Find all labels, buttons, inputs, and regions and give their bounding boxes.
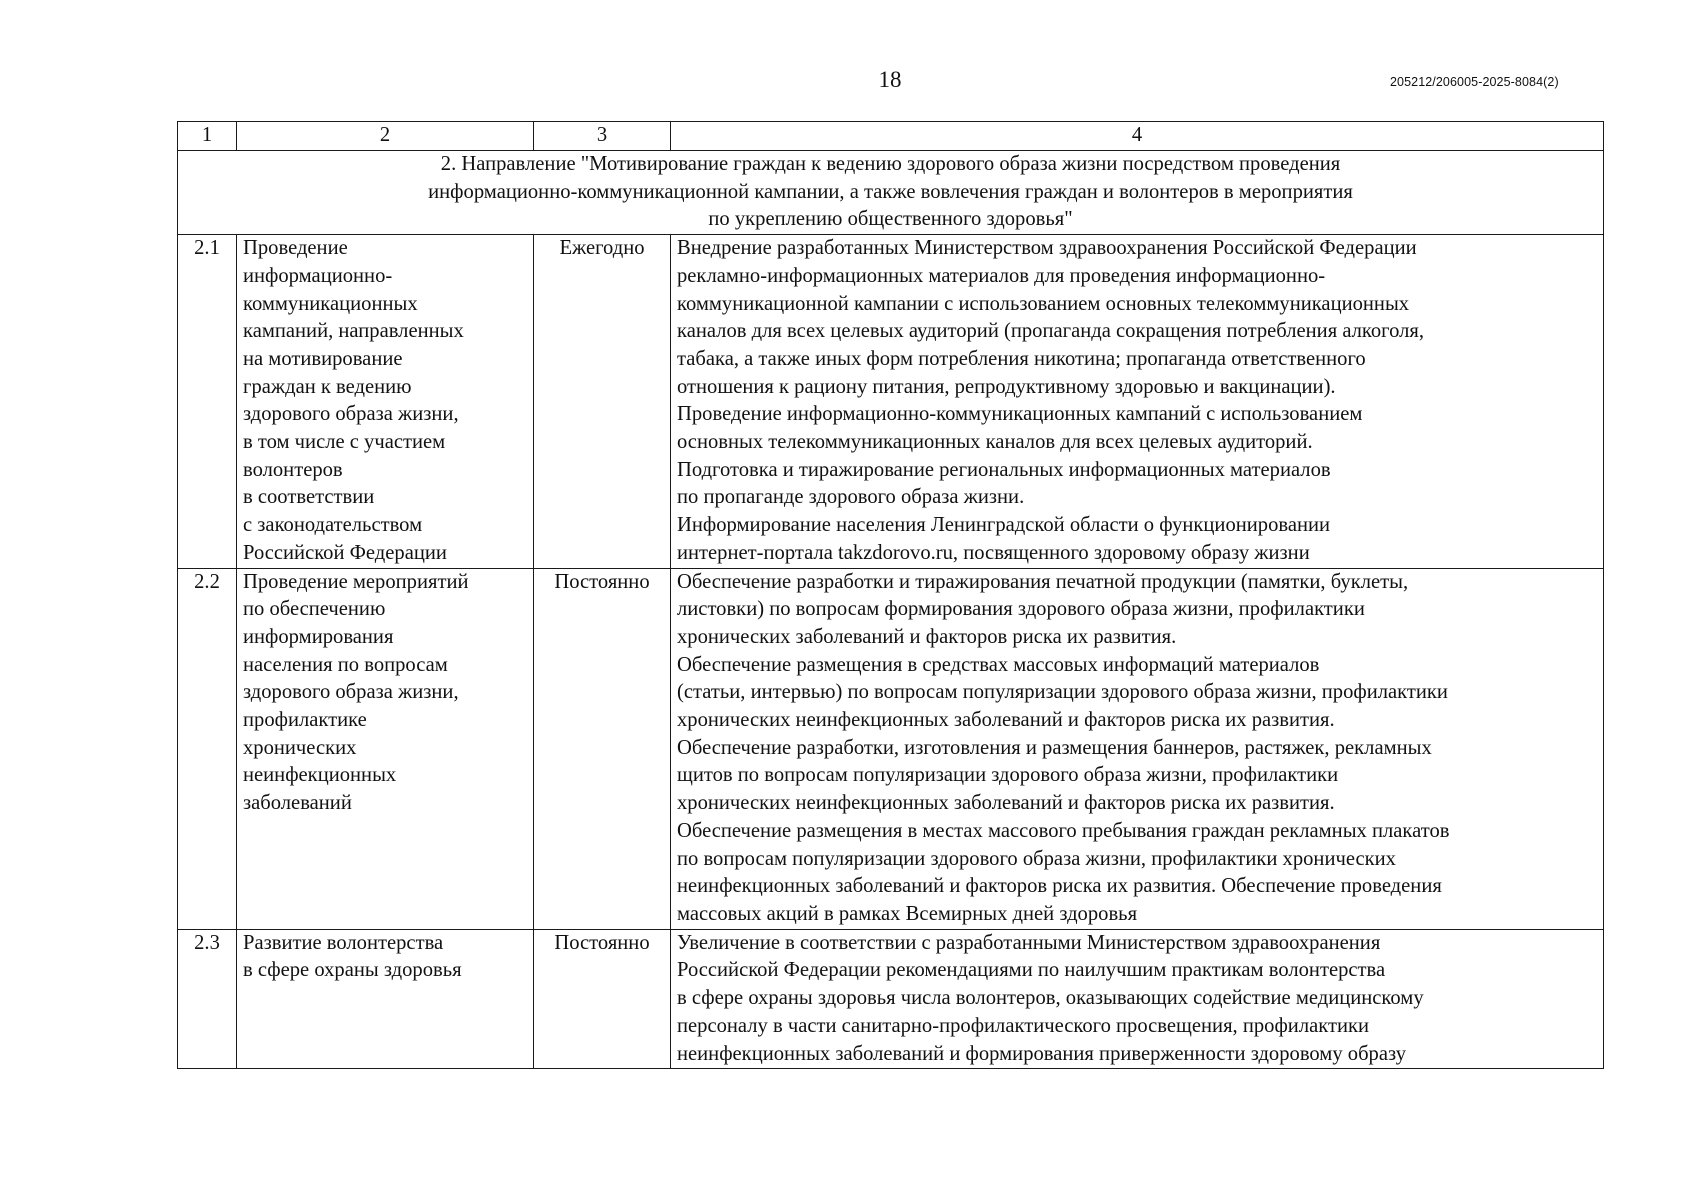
text-line: щитов по вопросам популяризации здорового образа жизни, профилактики (677, 764, 1339, 787)
text-line: в том числе с участием (243, 431, 446, 454)
measure-frequency: Постоянно (534, 929, 671, 1069)
text-line: коммуникационной кампании с использованием основных телекоммуникационных (677, 292, 1410, 315)
text-line: здорового образа жизни, (243, 403, 459, 426)
text-line: информационно- (243, 264, 393, 287)
text-line: табака, а также иных форм потребления никотина; пропаганда ответственного (677, 347, 1366, 370)
text-line: в сфере охраны здоровья числа волонтеров, оказывающих содействие медицинскому (677, 987, 1424, 1010)
text-line: (статьи, интервью) по вопросам популяризации здорового образа жизни, профилактики (677, 681, 1448, 704)
page-number: 18 (878, 67, 902, 92)
text-line: Обеспечение разработки и тиражирования печатной продукции (памятки, буклеты, (677, 570, 1409, 593)
text-line: Проведение (243, 237, 348, 260)
table-row (178, 568, 1604, 929)
column-header-1: 1 (178, 122, 237, 151)
text-line: по вопросам популяризации здорового образа жизни, профилактики хронических (677, 847, 1396, 870)
section-title-line: по укреплению общественного здоровья" (708, 208, 1073, 231)
text-line: хронических неинфекционных заболеваний и факторов риска их развития. (677, 709, 1335, 732)
text-line: по пропаганде здорового образа жизни. (677, 486, 1025, 509)
measure-description (671, 929, 1604, 1069)
text-line: Обеспечение размещения в средствах массовых информаций материалов (677, 653, 1320, 676)
column-header-4: 4 (671, 122, 1604, 151)
section-title-line: 2. Направление "Мотивирование граждан к ведению здорового образа жизни посредством проведения (440, 153, 1341, 175)
text-line: рекламно-информационных материалов для проведения информационно- (677, 264, 1326, 287)
text-line: заболеваний (243, 792, 352, 815)
text-line: коммуникационных (243, 292, 418, 315)
measure-description (671, 235, 1604, 568)
text-line: интернет-портала takzdorovo.ru, посвященного здоровому образу жизни (677, 541, 1310, 564)
text-line: Обеспечение разработки, изготовления и размещения баннеров, растяжек, рекламных (677, 736, 1432, 759)
text-line: населения по вопросам (243, 653, 448, 676)
measure-name (237, 235, 534, 568)
text-line: массовых акций в рамках Всемирных дней здоровья (677, 902, 1138, 925)
row-number: 2.2 (178, 568, 237, 929)
measure-frequency: Постоянно (534, 568, 671, 929)
text-line: здорового образа жизни, (243, 681, 459, 704)
column-header-row (178, 122, 1604, 151)
text-line: Внедрение разработанных Министерством здравоохранения Российской Федерации (677, 237, 1417, 260)
text-line: в сфере охраны здоровья (243, 959, 462, 982)
text-line: Российской Федерации (243, 541, 447, 564)
row-number: 2.1 (178, 235, 237, 568)
table-row (178, 929, 1604, 1069)
section-title-line: информационно-коммуникационной кампании, а также вовлечения граждан и волонтеров в мероприятия (428, 180, 1353, 203)
text-line: неинфекционных заболеваний и формирования приверженности здоровому образу (677, 1042, 1406, 1065)
text-line: волонтеров (243, 458, 343, 481)
measure-name (237, 929, 534, 1069)
text-line: листовки) по вопросам формирования здорового образа жизни, профилактики (677, 598, 1365, 621)
text-line: Проведение информационно-коммуникационных кампаний с использованием (677, 403, 1363, 426)
text-line: персоналу в части санитарно-профилактического просвещения, профилактики (677, 1014, 1370, 1037)
text-line: граждан к ведению (243, 375, 412, 398)
text-line: Проведение мероприятий (243, 570, 469, 593)
text-line: профилактике (243, 709, 367, 732)
text-line: с законодательством (243, 514, 423, 537)
text-line: неинфекционных (243, 764, 397, 787)
table-row (178, 235, 1604, 568)
measure-description (671, 568, 1604, 929)
text-line: Увеличение в соответствии с разработанными Министерством здравоохранения (677, 931, 1381, 954)
measure-frequency: Ежегодно (534, 235, 671, 568)
text-line: в соответствии (243, 486, 375, 509)
column-header-2: 2 (237, 122, 534, 151)
text-line: хронических неинфекционных заболеваний и факторов риска их развития. (677, 792, 1335, 815)
text-line: каналов для всех целевых аудиторий (пропаганда сокращения потребления алкоголя, (677, 320, 1425, 343)
text-line: неинфекционных заболеваний и факторов риска их развития. Обеспечение проведения (677, 875, 1442, 898)
text-line: основных телекоммуникационных каналов для всех целевых аудиторий. (677, 431, 1313, 454)
row-number: 2.3 (178, 929, 237, 1069)
measure-name (237, 568, 534, 929)
text-line: хронических заболеваний и факторов риска их развития. (677, 625, 1177, 648)
measures-table (177, 121, 1604, 1069)
text-line: хронических (243, 736, 357, 759)
section-title-row (178, 151, 1604, 235)
text-line: кампаний, направленных (243, 320, 464, 343)
text-line: Обеспечение размещения в местах массового пребывания граждан рекламных плакатов (677, 819, 1450, 842)
text-line: Информирование населения Ленинградской области о функционировании (677, 514, 1331, 537)
document-code: 205212/206005-2025-8084(2) (1390, 75, 1559, 89)
section-title (178, 151, 1604, 235)
text-line: Развитие волонтерства (243, 931, 444, 954)
text-line: Российской Федерации рекомендациями по наилучшим практикам волонтерства (677, 959, 1386, 982)
text-line: по обеспечению (243, 598, 386, 621)
text-line: Подготовка и тиражирование региональных информационных материалов (677, 458, 1331, 481)
text-line: отношения к рациону питания, репродуктивному здоровью и вакцинации). (677, 375, 1336, 398)
text-line: на мотивирование (243, 347, 403, 370)
column-header-3: 3 (534, 122, 671, 151)
text-line: информирования (243, 625, 394, 648)
